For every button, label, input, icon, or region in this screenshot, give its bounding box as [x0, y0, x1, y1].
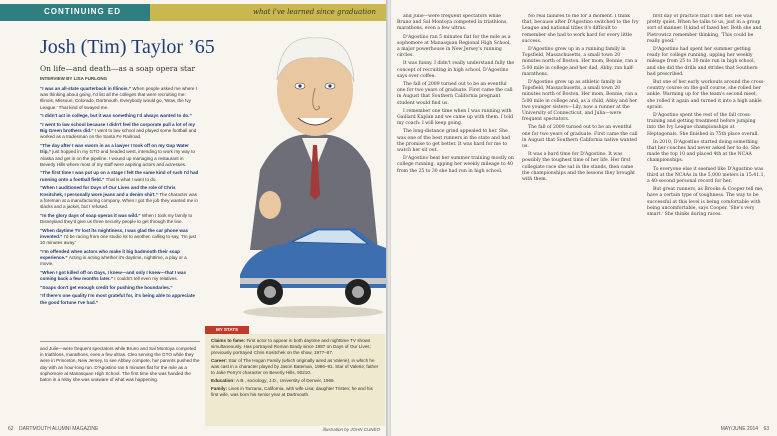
qa-body: That is what I want to do.	[105, 176, 157, 182]
qa-lead: “The first time I was put up on a stage I felt the same kind of rush I'd had running onto a football field.”	[40, 170, 199, 182]
body-paragraph: The long-distance grind appealed to her. She was one of the best runners in the state and had the promise to get better. It was hard for me to watch her sit out.	[397, 129, 511, 154]
page-number-left: 62	[8, 426, 14, 432]
stat-label: Education:	[211, 378, 237, 383]
text-column-3	[647, 14, 765, 424]
body-paragraph: D'Agostino ran 5 minutes flat for the mile as a sophomore at Manasquan Regional High School, a major powerhouse in New Jersey's running circles.	[397, 34, 511, 59]
section-subtitle: what i've learned since graduation	[252, 8, 376, 16]
stat-label: Family:	[211, 386, 229, 391]
issue-date: MAY/JUNE 2014	[720, 426, 759, 432]
body-paragraph: It was funny. I didn't really understand fully the concept of recruiting in high school, D'Agostino says over coffee.	[397, 61, 515, 79]
stat-label: Career:	[211, 358, 229, 363]
qa-paragraph	[40, 113, 200, 119]
qa-paragraph	[40, 285, 200, 291]
qa-lead: “Soaps don't get enough credit for pushing the boundaries.”	[40, 284, 173, 290]
body-paragraph: In 2010, D'Agostino started doing something that her coaches had never asked her to do. She made the top 10 and placed 4th at the NCAA championships.	[647, 139, 760, 164]
footer-right	[721, 426, 769, 432]
stat-item	[211, 386, 379, 398]
qa-body: Acting is acting whether it's daytime, nighttime, a play or a movie.	[40, 254, 187, 267]
qa-paragraph	[40, 185, 200, 210]
body-paragraph: The fall of 2009 turned out to be an eventful one for two years of graduate. First came the call in August that Southern California pregnant student would find us.	[397, 82, 513, 106]
body-paragraph: To everyone else it seemed like D'Agostino was third at the NCAAs in the 5,000 meters in 15:41.1, a 40-second personal record for her.	[647, 166, 765, 185]
qa-body: I'd be racing from one studio lot to another, calling to say, 'I'm just 10 minutes away.'	[40, 233, 197, 245]
qa-body: just hopped in my GTO and headed west, intending to work my way to Alaska and get in on the pipeline. I wound up managing a restaurant in Beverly Hills where most of my staff were aspiring actors and actresses.	[40, 149, 195, 167]
qa-paragraph	[40, 293, 200, 305]
body-paragraph: and Julie—were frequent spectators while Bruno and Sal Montoya competed in triathlons, marathons, even a few ultras.	[397, 14, 508, 32]
article-title: Josh (Tim) Taylor ’65	[40, 36, 215, 58]
body-paragraph: But great runners, as Brooks & Cooper tell me, have a certain type of toughness. The way to be successful at this level is being comfortable with being uncomfortable, says Cooper. 'She's very smart.' She thinks during races.	[647, 187, 764, 218]
qa-paragraph	[40, 122, 200, 141]
body-paragraph: D'Agostino had spent her summer getting ready for college running, upping her weekly mileage from 25 to 30 mile run in high school, and she did the drills and strides that Southern had prescribed.	[647, 47, 758, 77]
body-paragraph: D'Agostino grew up in a running family in Topsfield, Massachusetts, a small town 20 minutes north of Boston. Her mom, Bonnie, ran a 5:00 mile in college and her dad, Abby, ran half-marathons.	[522, 47, 638, 77]
qa-lead: “When daytime TV lost its mightiness, I was glad the car phone was invented.”	[40, 227, 189, 239]
qa-lead: “I didn't act in college, but it was something I'd always wanted to do.”	[40, 113, 192, 119]
publication-name: DARTMOUTH ALUMNI MAGAZINE	[18, 426, 99, 432]
qa-lead: “I'm offended when actors who make it big badmouth their soap experience.”	[40, 248, 180, 260]
qa-paragraph	[40, 228, 200, 247]
body-paragraph: I remember one time when I was running with Gaillard Kaplan and we came up with them. I told my coach: I will keep going.	[397, 108, 514, 127]
body-paragraph: first day of practice that I met her. He was pretty quiet. When he talks to us, just in a group sort of manner. It kind of fazed her. Both she and Pietrowicz remember thinking, 'This could be really good.'	[647, 14, 762, 44]
body-paragraph: D'Agostino spent the rest of the fall cross-training and getting treatment before jumping into the Ivy League championships at Heptagonals. She finished in 75th place overall.	[647, 113, 759, 137]
body-paragraph: The fall of 2009 turned out to be an eventful one for two years of graduate. First came the call in August that Southern California native wanted us.	[522, 125, 638, 150]
qa-body: The character was a foreman at a manufacturing company. When I got the job they wanted me in slacks and a jacket, but I refused.	[40, 191, 198, 209]
article-subtitle: On life—and death—as a soap opera star	[40, 64, 196, 73]
divider	[40, 341, 200, 342]
qa-column	[40, 86, 200, 346]
illustration-credit: illustration by JOHN CUNEO	[322, 427, 380, 432]
left-page	[0, 0, 386, 436]
stats-list	[211, 338, 379, 422]
stats-tag: MY STATS	[205, 326, 249, 334]
right-page	[391, 0, 777, 436]
stat-text: First actor to appear in both daytime and nighttime TV shows simultaneously. Has portrayed Roman Brady since 1987 on Days of Our Lives; previously portrayed Chris Kositchek on the show, 1977–87.	[211, 338, 371, 355]
qa-lead: “I went to law school because I didn't feel the corporate pull a lot of my Big Green brothers did.”	[40, 122, 196, 134]
footer-left	[8, 426, 98, 432]
text-column-1	[397, 14, 515, 424]
body-paragraph: No real failures to me for a moment. I think that, because after D'Agostino switched to the Ivy League and national titles it's difficult to remember she had to work hard for every little success.	[522, 14, 639, 44]
qa-paragraph	[40, 86, 200, 111]
qa-paragraph	[40, 143, 200, 168]
qa-lead: “If there's one quality I'm most grateful for, it's being able to appreciate the good fortune I've had.”	[40, 293, 195, 305]
body-text-left: and Julie—were frequent spectators while Bruno and Sal Montoya competed in triathlons, marathons, even a few ultras. Cleo serving the GTO while they were in Princeton, New Jersey, to see Abbey compete, her parents pushed the day with an hour-long run. D'Agostino ran 5 minutes flat for the mile as a sophomore at Manasquan High School. The first time she was handed the baton in a relay she was unaware of what was happening.	[40, 346, 200, 383]
qa-lead: “I was an all-state quarterback in Illinois.”	[40, 86, 133, 91]
section-banner	[0, 4, 386, 21]
stat-text: Lives in Tarzana, California, with wife Lisa; daughter Tristen; he and his first wife, was born his senior year at Dartmouth.	[211, 386, 373, 397]
section-label: CONTINUING ED	[44, 7, 121, 16]
qa-body: When people asked me where I was thinking about going, I'd list all the colleges that were recruiting me: Illinois, Missouri, Colorado, Dartmouth. Everybody would go, 'Wow, the Ivy League.' That kind of swayed me.	[40, 86, 198, 110]
stats-box	[205, 327, 385, 426]
body-paragraph: D'Agostino beat her summer training mostly on college running, upping her weekly mileage to 40 from the 25 to 30 she had run in high school.	[397, 156, 514, 174]
stat-text: Star of The Hogan Family (which originally aired as Valerie), in which he was cast in a character played by Jason Bateman, 1986–91. Star of Valerie; father to Jake Perry's character on Beverly Hills, 90210.	[211, 358, 379, 375]
body-paragraph: D'Agostino grew up as athletic family in Topsfield, Massachusetts, a small town 20 minutes north of Boston. Her mom, Bonnie, ran a 5:00 mile in college and, as a child, Abby and her two younger sisters—Lily, now a runner at the University of Connecticut, and Julia—were frequent spectators.	[522, 80, 638, 123]
qa-body: I couldn't tell even my relatives.	[114, 275, 178, 281]
stat-item	[211, 338, 379, 356]
qa-body: I went to law school and played some football and worked as a tradesman on the Santa Fe Railroad.	[40, 128, 197, 140]
qa-paragraph	[40, 170, 200, 182]
stat-item	[211, 378, 379, 384]
caricature-illustration	[240, 20, 386, 325]
qa-paragraph	[40, 213, 200, 225]
qa-lead: “In the glory days of soap operas it was wild.”	[40, 212, 142, 218]
stat-item	[211, 358, 379, 376]
page-number-right: 63	[763, 426, 769, 432]
stat-text: A.B., sociology; J.D., University of Denver, 1969.	[236, 378, 335, 383]
body-paragraph: But one of her early workouts around the cross-country course on the golf course, she rolled her ankle. Warming up for the team's second meet, she rolled it again and turned it into a high ankle sprain.	[647, 80, 765, 110]
stat-label: Claims to fame:	[211, 338, 247, 343]
text-column-2	[522, 14, 640, 424]
qa-paragraph	[40, 270, 200, 282]
qa-lead: “When I got killed off on Days, I knew—and only I knew—that I was coming back a few months later.”	[40, 269, 186, 281]
qa-lead: “When I auditioned for Days of Our Lives and the role of Chris Kositchek, I personally wore jeans and a denim shirt.”	[40, 185, 176, 197]
qa-body: When I took my family to Disneyland they'd give us three security people to get through the line.	[40, 212, 193, 224]
qa-paragraph	[40, 249, 200, 268]
article-byline: INTERVIEW BY LISA FURLONG	[40, 76, 108, 81]
body-paragraph: It was a hard time for D'Agostino. It was possibly the toughest time of her life. Her first collegiate race she sat in the stands, then came the championships and the lessons they brought with them.	[522, 152, 635, 183]
qa-lead: “The day after I was sworn in as a lawyer I took off on my Gap Water trip,”	[40, 143, 189, 155]
